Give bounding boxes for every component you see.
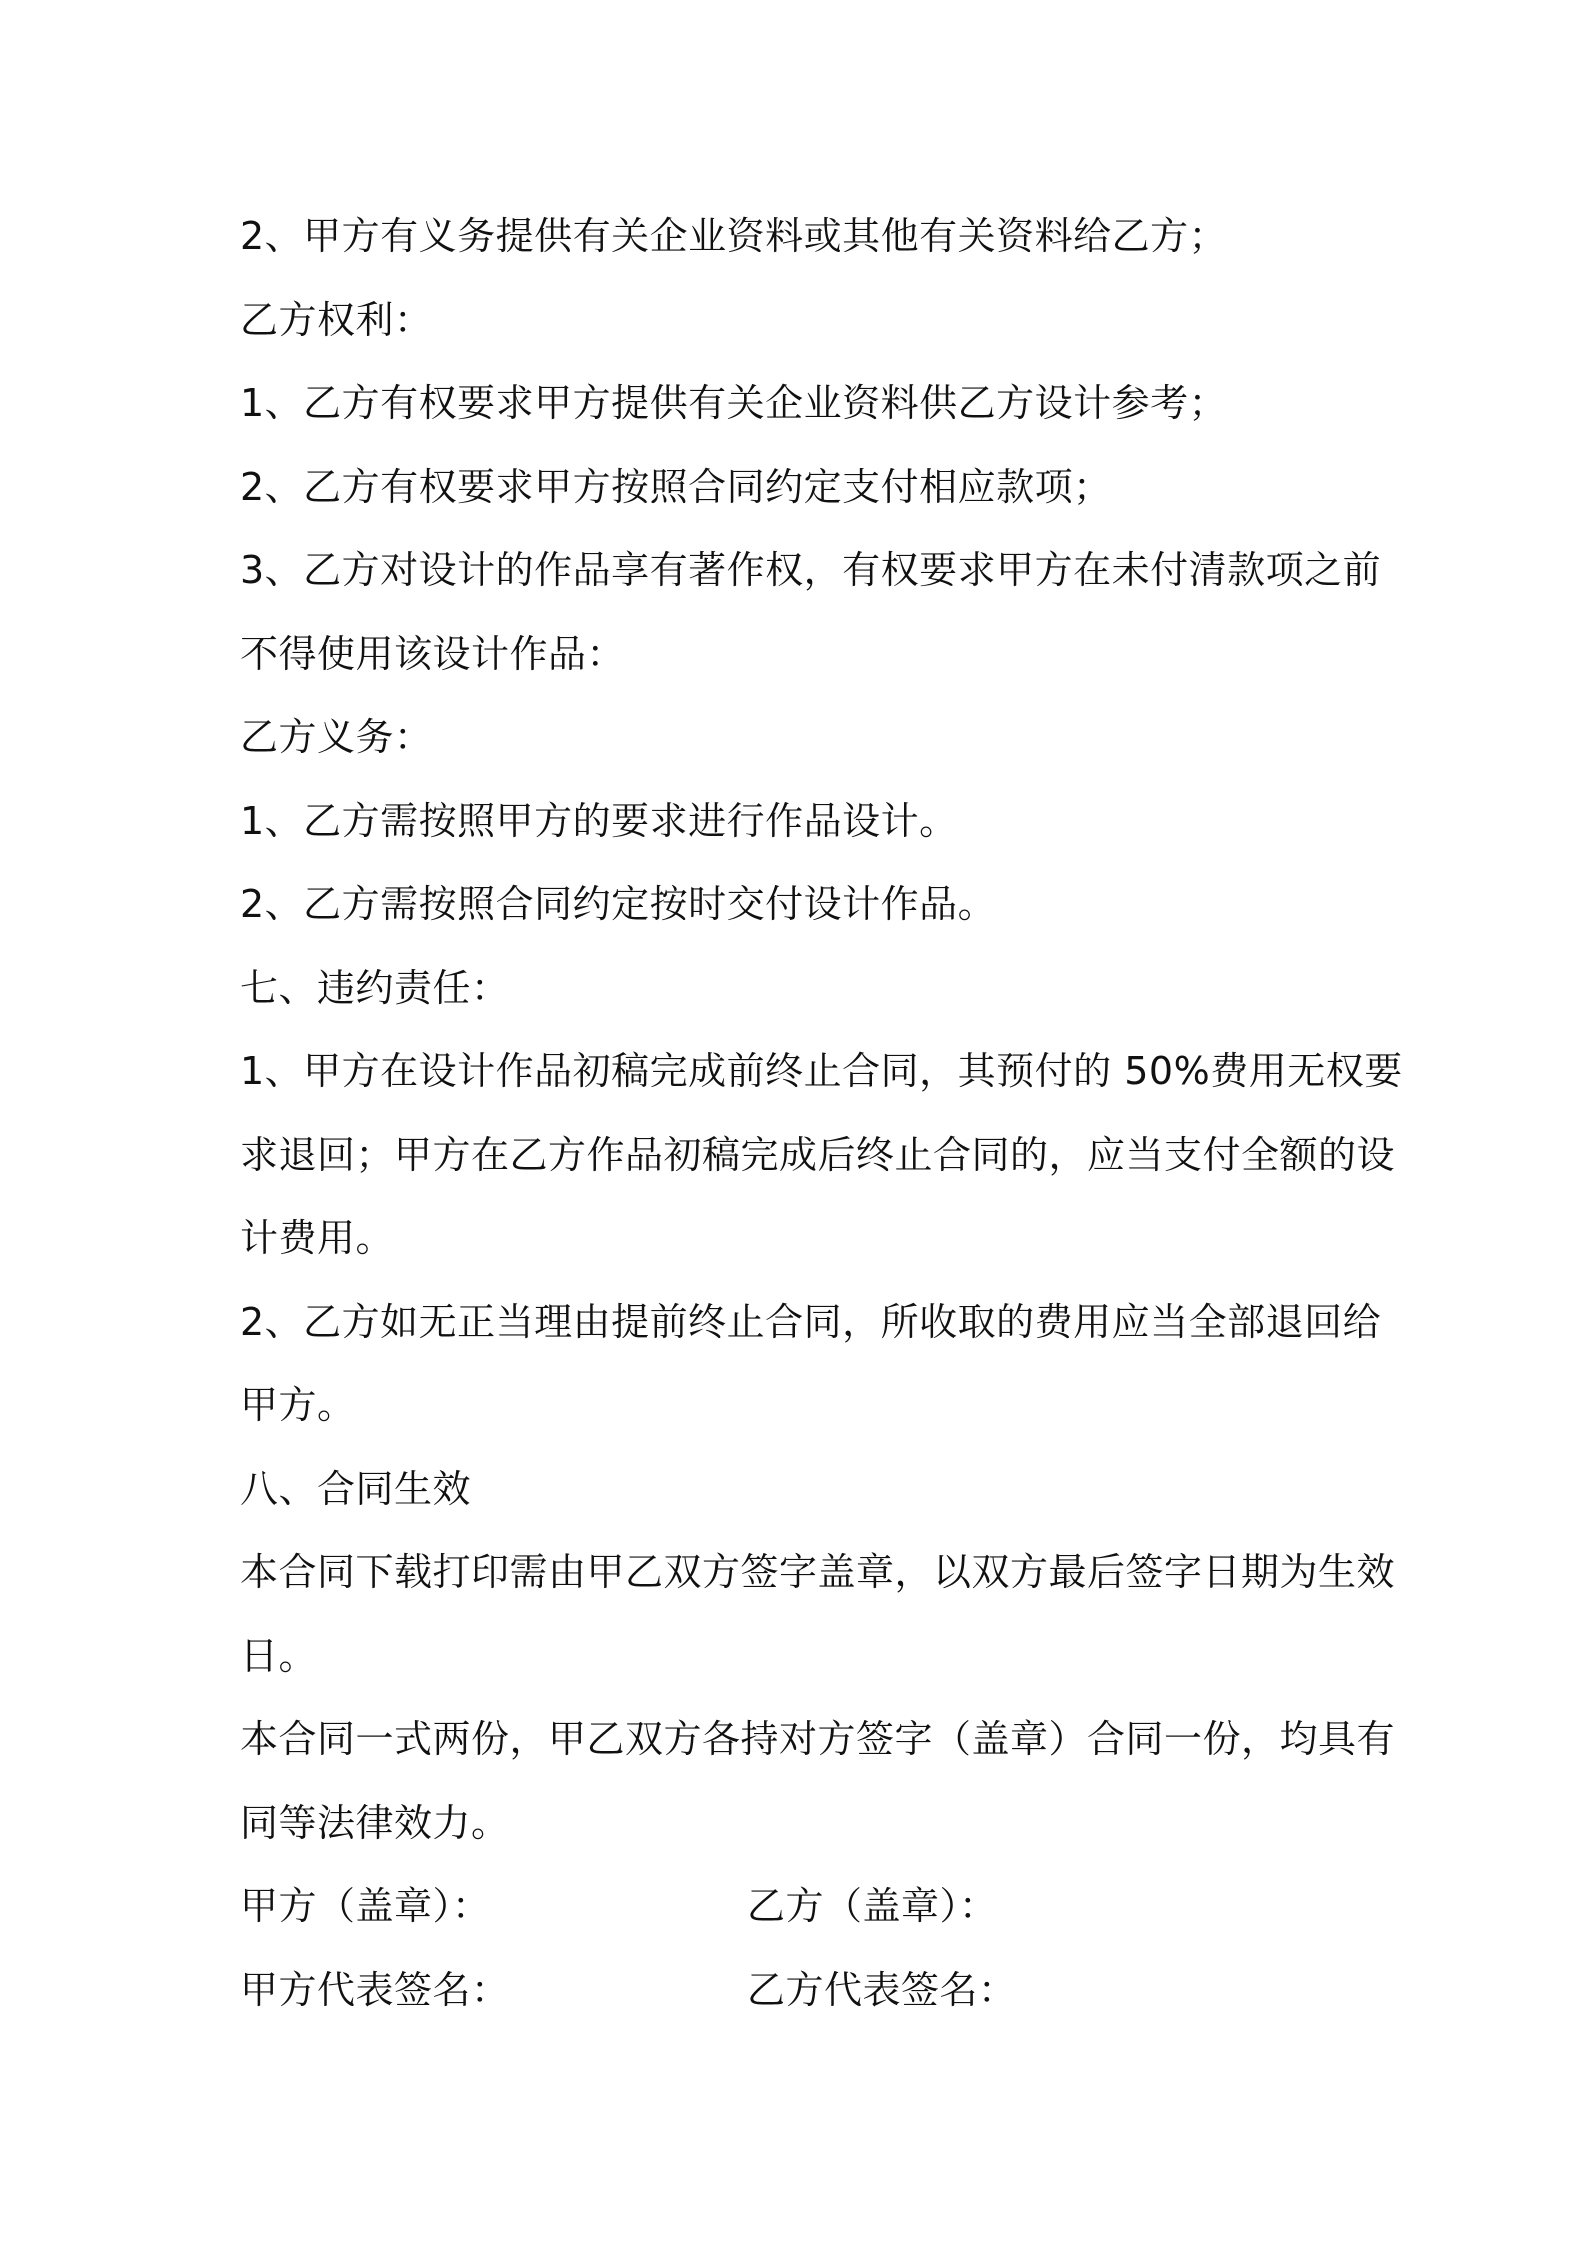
clause-line: 日。 [240,1633,318,1678]
seal-row [240,1865,1360,1949]
clause-line: 2、甲方有义务提供有关企业资料或其他有关资料给乙方； [240,214,1228,258]
clause-line: 甲方。 [240,1383,356,1427]
clause-line: 求退回；甲方在乙方作品初稿完成后终止合同的，应当支付全额的设 [240,1132,1396,1177]
clause-line: 3、乙方对设计的作品享有著作权，有权要求甲方在未付清款项之前 [240,548,1382,592]
clause-line: 同等法律效力。 [240,1800,510,1845]
clause-line: 2、乙方如无正当理由提前终止合同，所收取的费用应当全部退回给 [240,1299,1382,1344]
party-a-seal-label: 甲方（盖章）： [240,1884,491,1928]
signature-row [240,1949,1360,2033]
party-a-rep-label: 甲方代表签名： [240,1967,510,2012]
party-b-rep-label: 乙方代表签名： [747,1967,1017,2012]
clause-line: 2、乙方有权要求甲方按照合同约定支付相应款项； [240,464,1112,509]
clause-line: 1、乙方需按照甲方的要求进行作品设计。 [240,798,958,843]
clause-line: 不得使用该设计作品： [240,631,626,676]
clause-line: 2、乙方需按照合同约定按时交付设计作品。 [240,882,997,926]
clause-line: 本合同一式两份，甲乙双方各持对方签字（盖章）合同一份，均具有 [240,1717,1396,1761]
clause-line: 1、乙方有权要求甲方提供有关企业资料供乙方设计参考； [240,381,1228,425]
section-heading: 七、违约责任： [240,965,510,1010]
section-heading: 八、合同生效 [240,1466,472,1511]
section-heading: 乙方义务： [240,715,433,759]
party-b-seal-label: 乙方（盖章）： [747,1884,998,1928]
contract-body [240,195,1403,2032]
clause-line: 1、甲方在设计作品初稿完成前终止合同，其预付的 50%费用无权要 [240,1049,1403,1093]
clause-line: 本合同下载打印需由甲乙双方签字盖章，以双方最后签字日期为生效 [240,1550,1396,1594]
section-heading: 乙方权利： [240,297,433,342]
clause-line: 计费用。 [240,1216,395,1260]
